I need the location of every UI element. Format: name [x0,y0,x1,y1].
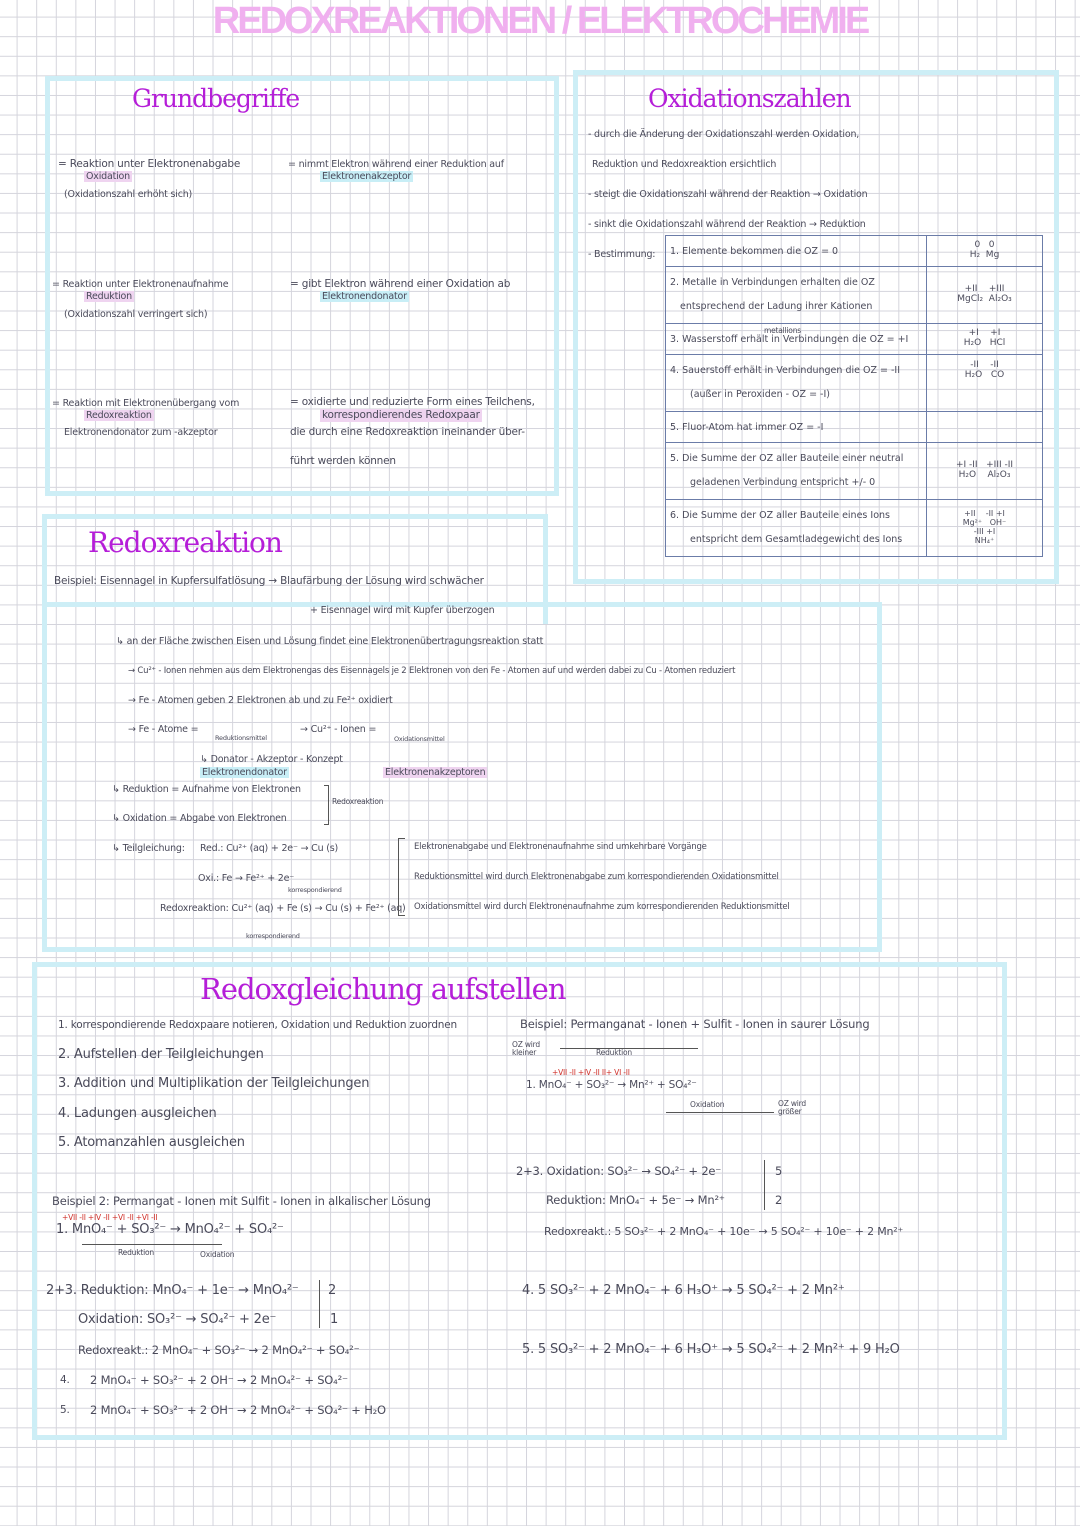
bsp2-s5-num: 5. [60,1404,70,1416]
redox-line-4c: → Cu²⁺ - Ionen = [300,724,377,735]
bsp2-s23-red-factor: 2 [328,1283,337,1298]
def-oxidation: = Reaktion unter Elektronenabgabe [58,158,241,170]
bsp2-red-label: Reduktion [118,1248,154,1257]
def-redoxreaktion-1: = Reaktion mit Elektronenübergang vom [52,398,240,409]
def-redoxreaktion-2: Elektronendonator zum -akzeptor [64,427,218,438]
metallions-note: metallions [764,326,801,335]
oz-rule-6: 5. Die Summe der OZ aller Bauteile einer neutral geladenen Verbindung entspricht +/- 0 [666,443,927,500]
teilgleichung-red: Red.: Cu²⁺ (aq) + 2e⁻ → Cu (s) [200,843,338,854]
oz-rule-7: 6. Die Summe der OZ aller Bauteile eines Ions entspricht dem Gesamtladegewicht des Ions [666,500,927,557]
redox-line-1: ↳ an der Fläche zwischen Eisen und Lösung findet eine Elektronenübertragungsreaktion statt [116,636,544,647]
bsp2-ox-nums: +VII -II +IV -II +VI -II +VI -II [62,1213,158,1222]
redox-akzeptor-sub: Oxidationsmittel [394,735,445,743]
bsp1-ox-line [666,1112,774,1113]
term-akzeptor: Elektronenakzeptor [322,171,412,182]
aufstellen-heading: Redoxgleichung aufstellen [200,972,566,1006]
term-redoxreaktion: Redoxreaktion [86,410,152,421]
aufstellen-step-5: 5. Atomanzahlen ausgleichen [58,1135,245,1150]
redox-line-3: → Fe - Atomen geben 2 Elektronen ab und zu Fe²⁺ oxidiert [128,695,393,706]
bsp1-divider [764,1160,765,1210]
oz-rule-5: 5. Fluor-Atom hat immer OZ = -I [666,412,927,443]
redox-brace-label: Redoxreaktion [332,797,384,806]
oz-example-6: +I -II +III -II H₂O Al₂O₃ [927,443,1043,500]
def-redoxpaar-2: die durch eine Redoxreaktion ineinander über- [290,426,525,438]
bsp1-s4: 4. 5 SO₃²⁻ + 2 MnO₄⁻ + 6 H₃O⁺ → 5 SO₄²⁻ + 2 Mn²⁺ [522,1283,845,1298]
def-redoxpaar-1: = oxidierte und reduzierte Form eines Teilchens, [290,396,535,408]
oz-example-7: +II -II +I Mg²⁺ OH⁻ -III +I NH₄⁺ [927,500,1043,557]
redox-akzeptor: Elektronenakzeptoren [385,767,486,778]
bsp1-ox-label: Oxidation [690,1100,725,1109]
bsp2-title: Beispiel 2: Permangat - Ionen mit Sulfit - Ionen in alkalischer Lösung [52,1194,431,1208]
redoxreaktion-heading: Redoxreaktion [88,526,282,559]
bsp1-s23-red-factor: 2 [775,1193,783,1207]
oz-example-2: +II +III MgCl₂ Al₂O₃ [927,267,1043,324]
note-oxidation: (Oxidationszahl erhöht sich) [64,189,193,200]
oz-example-5 [927,412,1043,443]
bsp2-s4-num: 4. [60,1374,70,1386]
def-reduktion: = Reaktion unter Elektronenaufnahme [52,279,229,290]
ox-intro-4: - sinkt die Oxidationszahl während der Reaktion → Reduktion [588,219,866,230]
bsp2-redoxreakt: Redoxreakt.: 2 MnO₄⁻ + SO₃²⁻ → 2 MnO₄²⁻ + SO₄²⁻ [78,1343,360,1357]
bsp1-eq1: 1. MnO₄⁻ + SO₃²⁻ → Mn²⁺ + SO₄²⁻ [526,1079,697,1091]
redox-note-2: Reduktionsmittel wird durch Elektronenabgabe zum korrespondierenden Oxidationsmittel [414,872,779,882]
oxidationszahlen-heading: Oxidationszahlen [648,84,851,113]
redox-brace [324,785,329,825]
note-reduktion: (Oxidationszahl verringert sich) [64,309,208,320]
redox-donator: Elektronendonator [202,767,287,778]
bsp2-s4: 2 MnO₄⁻ + SO₃²⁻ + 2 OH⁻ → 2 MnO₄²⁻ + SO₄²⁻ [90,1373,348,1387]
grundbegriffe-heading: Grundbegriffe [132,84,300,113]
redox-line-4a: → Fe - Atome = [128,724,199,735]
oz-example-1: 0 0 H₂ Mg [927,236,1043,267]
teilgleichung-redox: Redoxreaktion: Cu²⁺ (aq) + Fe (s) → Cu (s) + Fe²⁺ (aq) [160,903,406,914]
oz-rule-2: 2. Metalle in Verbindungen erhalten die OZ entsprechend der Ladung ihrer Kationen [666,267,927,324]
bsp2-ox-label: Oxidation [200,1250,235,1259]
aufstellen-step-1: 1. korrespondierende Redoxpaare notieren, Oxidation und Reduktion zuordnen [58,1019,457,1031]
oz-rule-1: 1. Elemente bekommen die OZ = 0 [666,236,927,267]
bsp2-s23-ox: Oxidation: SO₃²⁻ → SO₄²⁻ + 2e⁻ [78,1312,277,1327]
def-akzeptor: = nimmt Elektron während einer Reduktion auf [288,159,504,170]
redox-note-1: Elektronenabgabe und Elektronenaufnahme sind umkehrbare Vorgänge [414,842,707,852]
bsp1-red-label: Reduktion [596,1048,632,1057]
bsp2-red-line [82,1244,222,1245]
page-title: REDOXREAKTIONEN / ELEKTROCHEMIE [212,0,868,42]
aufstellen-step-4: 4. Ladungen ausgleichen [58,1106,217,1121]
def-donator: = gibt Elektron während einer Oxidation ab [290,278,511,290]
redox-line-5: ↳ Donator - Akzeptor - Konzept [200,754,343,765]
korrespondierend-1: korrespondierend [288,886,342,894]
ox-bestimmung: - Bestimmung: [588,249,656,260]
bsp2-s23-ox-factor: 1 [330,1312,339,1327]
bsp2-divider [319,1280,320,1328]
def-redoxpaar-3: führt werden können [290,455,396,467]
oz-example-3: +I +I H₂O HCl [927,324,1043,355]
bsp2-eq1: 1. MnO₄⁻ + SO₃²⁻ → MnO₄²⁻ + SO₄²⁻ [56,1222,284,1237]
oz-example-4: -II -II H₂O CO [927,355,1043,412]
redox-donator-sub: Reduktionsmittel [215,734,267,742]
term-donator: Elektronendonator [322,291,407,302]
notes-brace [398,838,405,916]
redox-line-2: → Cu²⁺ - Ionen nehmen aus dem Elektronengas des Eisennagels je 2 Elektronen von den Fe - Atomen auf und werden dabei zu Cu - Atomen reduziert [128,666,736,676]
term-reduktion: Reduktion [86,291,132,302]
redox-beispiel: Beispiel: Eisennagel in Kupfersulfatlösung → Blaufärbung der Lösung wird schwächer [54,575,484,587]
bsp1-ox-nums: +VII -II +IV -II II+ VI -II [552,1068,630,1077]
ox-intro-1: - durch die Änderung der Oxidationszahl werden Oxidation, [588,129,860,140]
bsp1-oz-groesser: OZ wird größer [778,1099,806,1116]
teilgleichung-ox: Oxi.: Fe → Fe²⁺ + 2e⁻ [198,873,295,884]
redox-reduktion: ↳ Reduktion = Aufnahme von Elektronen [112,784,301,795]
oz-rules-table [665,235,1043,557]
bsp1-redoxreakt: Redoxreakt.: 5 SO₃²⁻ + 2 MnO₄⁻ + 10e⁻ → 5 SO₄²⁻ + 10e⁻ + 2 Mn²⁺ [544,1225,904,1238]
bsp1-oz-kleiner: OZ wird kleiner [512,1040,540,1057]
oz-rule-3: 3. Wasserstoff erhält in Verbindungen die OZ = +I [666,324,927,355]
teilgleichung-label: ↳ Teilgleichung: [112,843,185,854]
bsp1-s5: 5. 5 SO₃²⁻ + 2 MnO₄⁻ + 6 H₃O⁺ → 5 SO₄²⁻ + 2 Mn²⁺ + 9 H₂O [522,1342,900,1357]
ox-intro-3: - steigt die Oxidationszahl während der Reaktion → Oxidation [588,189,868,200]
aufstellen-step-2: 2. Aufstellen der Teilgleichungen [58,1047,264,1062]
redox-oxidation: ↳ Oxidation = Abgabe von Elektronen [112,813,287,824]
oz-rule-4: 4. Sauerstoff erhält in Verbindungen die OZ = -II (außer in Peroxiden - OZ = -I) [666,355,927,412]
ox-intro-2: Reduktion und Redoxreaktion ersichtlich [592,159,777,170]
redox-note-3: Oxidationsmittel wird durch Elektronenaufnahme zum korrespondierenden Reduktionsmittel [414,902,790,912]
korrespondierend-2: korrespondierend [246,932,300,940]
bsp1-title: Beispiel: Permanganat - Ionen + Sulfit - Ionen in saurer Lösung [520,1017,870,1031]
term-redoxpaar: korrespondierendes Redoxpaar [322,409,480,421]
bsp2-s5: 2 MnO₄⁻ + SO₃²⁻ + 2 OH⁻ → 2 MnO₄²⁻ + SO₄²⁻ + H₂O [90,1403,386,1417]
bsp1-s23-red: Reduktion: MnO₄⁻ + 5e⁻ → Mn²⁺ [546,1193,725,1207]
bsp1-s23-ox-factor: 5 [775,1164,783,1178]
bsp1-s23-ox: 2+3. Oxidation: SO₃²⁻ → SO₄²⁻ + 2e⁻ [516,1164,722,1178]
aufstellen-step-3: 3. Addition und Multiplikation der Teilgleichungen [58,1076,370,1091]
redox-beispiel-2: + Eisennagel wird mit Kupfer überzogen [310,605,495,616]
term-oxidation: Oxidation [86,171,130,182]
bsp2-s23-red: 2+3. Reduktion: MnO₄⁻ + 1e⁻ → MnO₄²⁻ [46,1283,299,1298]
